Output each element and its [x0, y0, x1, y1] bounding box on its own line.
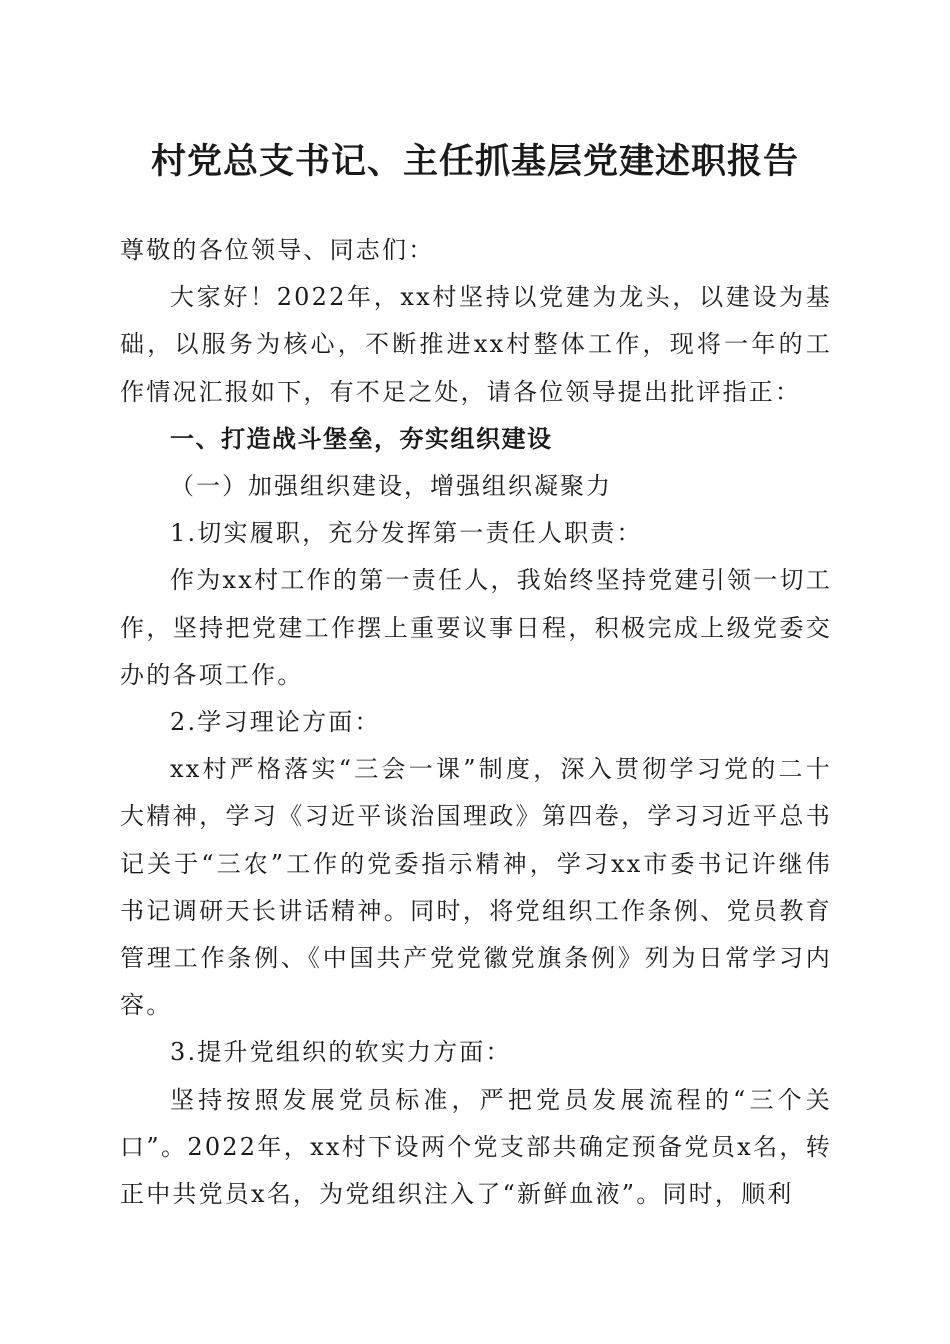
document-body [120, 227, 832, 1218]
item-3-paragraph: 坚持按照发展党员标准，严把党员发展流程的“三个关口”。2022年，xx村下设两个党支部共确定预备党员x名，转正中共党员x名，为党组织注入了“新鲜血液”。同时，顺利 [120, 1085, 832, 1209]
opening-paragraph: 大家好！2022年，xx村坚持以党建为龙头，以建设为基础，以服务为核心，不断推进xx村整体工作，现将一年的工作情况汇报如下，有不足之处，请各位领导提出批评指正： [120, 283, 832, 406]
salutation: 尊敬的各位领导、同志们： [120, 236, 435, 264]
item-2-heading: 2.学习理论方面： [170, 708, 381, 737]
item-2-paragraph: xx村严格落实“三会一课”制度，深入贯彻学习党的二十大精神，学习《习近平谈治国理政》第四卷，学习习近平总书记关于“三农”工作的党委指示精神，学习xx市委书记许继伟书记调研天长讲话精神。同时，将党组织工作条例、党员教育管理工作条例、《中国共产党党徽党旗条例》列为日常学习内容。 [120, 755, 832, 1020]
subsection-heading: （一）加强组织建设，增强组织凝聚力 [170, 472, 612, 501]
section-heading: 一、打造战斗堡垒，夯实组织建设 [170, 424, 553, 453]
item-3-heading: 3.提升党组织的软实力方面： [170, 1038, 512, 1067]
item-1-heading: 1.切实履职，充分发挥第一责任人职责： [170, 519, 643, 548]
item-1-paragraph: 作为xx村工作的第一责任人，我始终坚持党建引领一切工作，坚持把党建工作摆上重要议事日程，积极完成上级党委交办的各项工作。 [120, 566, 832, 689]
document-title: 村党总支书记、主任抓基层党建述职报告 [150, 141, 799, 182]
